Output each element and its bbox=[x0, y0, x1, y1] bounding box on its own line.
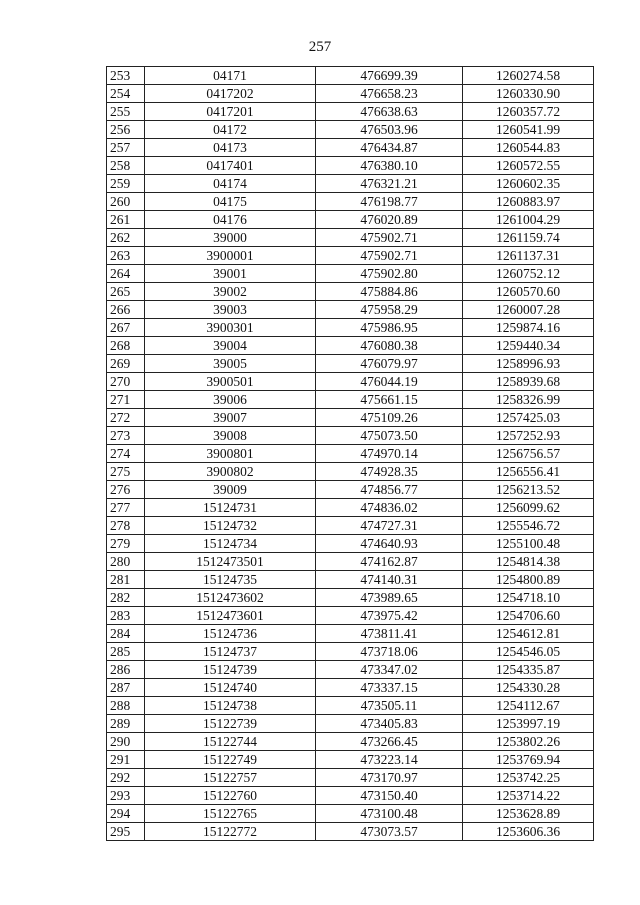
row-number-cell: 259 bbox=[107, 175, 145, 193]
x-coordinate-cell: 475109.26 bbox=[316, 409, 463, 427]
table-row bbox=[107, 571, 594, 589]
y-coordinate-cell: 1254814.38 bbox=[463, 553, 594, 571]
y-coordinate-cell: 1255100.48 bbox=[463, 535, 594, 553]
table-row bbox=[107, 139, 594, 157]
row-number-cell: 289 bbox=[107, 715, 145, 733]
point-id-cell: 15124731 bbox=[145, 499, 316, 517]
point-id-cell: 39000 bbox=[145, 229, 316, 247]
row-number-cell: 293 bbox=[107, 787, 145, 805]
table-row bbox=[107, 787, 594, 805]
x-coordinate-cell: 473266.45 bbox=[316, 733, 463, 751]
table-row bbox=[107, 589, 594, 607]
x-coordinate-cell: 474970.14 bbox=[316, 445, 463, 463]
y-coordinate-cell: 1260541.99 bbox=[463, 121, 594, 139]
point-id-cell: 15124736 bbox=[145, 625, 316, 643]
x-coordinate-cell: 474928.35 bbox=[316, 463, 463, 481]
y-coordinate-cell: 1259440.34 bbox=[463, 337, 594, 355]
row-number-cell: 273 bbox=[107, 427, 145, 445]
x-coordinate-cell: 474140.31 bbox=[316, 571, 463, 589]
table-row bbox=[107, 715, 594, 733]
x-coordinate-cell: 476699.39 bbox=[316, 67, 463, 85]
table-row bbox=[107, 265, 594, 283]
row-number-cell: 260 bbox=[107, 193, 145, 211]
table-row bbox=[107, 805, 594, 823]
row-number-cell: 265 bbox=[107, 283, 145, 301]
x-coordinate-cell: 473405.83 bbox=[316, 715, 463, 733]
row-number-cell: 286 bbox=[107, 661, 145, 679]
point-id-cell: 04173 bbox=[145, 139, 316, 157]
y-coordinate-cell: 1253606.36 bbox=[463, 823, 594, 841]
row-number-cell: 280 bbox=[107, 553, 145, 571]
table-row bbox=[107, 445, 594, 463]
table-row bbox=[107, 733, 594, 751]
y-coordinate-cell: 1256099.62 bbox=[463, 499, 594, 517]
point-id-cell: 04171 bbox=[145, 67, 316, 85]
point-id-cell: 3900301 bbox=[145, 319, 316, 337]
point-id-cell: 15124737 bbox=[145, 643, 316, 661]
point-id-cell: 15122760 bbox=[145, 787, 316, 805]
point-id-cell: 39005 bbox=[145, 355, 316, 373]
y-coordinate-cell: 1253628.89 bbox=[463, 805, 594, 823]
y-coordinate-cell: 1260357.72 bbox=[463, 103, 594, 121]
x-coordinate-cell: 476079.97 bbox=[316, 355, 463, 373]
row-number-cell: 276 bbox=[107, 481, 145, 499]
table-row bbox=[107, 499, 594, 517]
x-coordinate-cell: 475986.95 bbox=[316, 319, 463, 337]
y-coordinate-cell: 1260570.60 bbox=[463, 283, 594, 301]
y-coordinate-cell: 1258939.68 bbox=[463, 373, 594, 391]
x-coordinate-cell: 474162.87 bbox=[316, 553, 463, 571]
table-row bbox=[107, 121, 594, 139]
row-number-cell: 253 bbox=[107, 67, 145, 85]
x-coordinate-cell: 473811.41 bbox=[316, 625, 463, 643]
y-coordinate-cell: 1258996.93 bbox=[463, 355, 594, 373]
x-coordinate-cell: 475661.15 bbox=[316, 391, 463, 409]
row-number-cell: 284 bbox=[107, 625, 145, 643]
point-id-cell: 15122772 bbox=[145, 823, 316, 841]
row-number-cell: 270 bbox=[107, 373, 145, 391]
table-row bbox=[107, 103, 594, 121]
table-row bbox=[107, 553, 594, 571]
row-number-cell: 277 bbox=[107, 499, 145, 517]
point-id-cell: 04176 bbox=[145, 211, 316, 229]
row-number-cell: 285 bbox=[107, 643, 145, 661]
y-coordinate-cell: 1257425.03 bbox=[463, 409, 594, 427]
row-number-cell: 263 bbox=[107, 247, 145, 265]
point-id-cell: 15124734 bbox=[145, 535, 316, 553]
point-id-cell: 1512473601 bbox=[145, 607, 316, 625]
point-id-cell: 0417201 bbox=[145, 103, 316, 121]
point-id-cell: 3900801 bbox=[145, 445, 316, 463]
point-id-cell: 15124739 bbox=[145, 661, 316, 679]
x-coordinate-cell: 476380.10 bbox=[316, 157, 463, 175]
point-id-cell: 15124740 bbox=[145, 679, 316, 697]
y-coordinate-cell: 1260544.83 bbox=[463, 139, 594, 157]
x-coordinate-cell: 473337.15 bbox=[316, 679, 463, 697]
y-coordinate-cell: 1260883.97 bbox=[463, 193, 594, 211]
y-coordinate-cell: 1257252.93 bbox=[463, 427, 594, 445]
row-number-cell: 283 bbox=[107, 607, 145, 625]
row-number-cell: 271 bbox=[107, 391, 145, 409]
page-number: 257 bbox=[308, 39, 332, 55]
point-id-cell: 39008 bbox=[145, 427, 316, 445]
row-number-cell: 295 bbox=[107, 823, 145, 841]
point-id-cell: 39007 bbox=[145, 409, 316, 427]
point-id-cell: 15124732 bbox=[145, 517, 316, 535]
point-id-cell: 3900001 bbox=[145, 247, 316, 265]
table-row bbox=[107, 481, 594, 499]
x-coordinate-cell: 476321.21 bbox=[316, 175, 463, 193]
y-coordinate-cell: 1260572.55 bbox=[463, 157, 594, 175]
x-coordinate-cell: 476020.89 bbox=[316, 211, 463, 229]
point-id-cell: 39009 bbox=[145, 481, 316, 499]
point-id-cell: 15122739 bbox=[145, 715, 316, 733]
x-coordinate-cell: 474836.02 bbox=[316, 499, 463, 517]
row-number-cell: 268 bbox=[107, 337, 145, 355]
y-coordinate-cell: 1255546.72 bbox=[463, 517, 594, 535]
coordinates-table bbox=[106, 66, 594, 841]
row-number-cell: 290 bbox=[107, 733, 145, 751]
table-row bbox=[107, 661, 594, 679]
y-coordinate-cell: 1260007.28 bbox=[463, 301, 594, 319]
table-row bbox=[107, 355, 594, 373]
table-row bbox=[107, 607, 594, 625]
point-id-cell: 0417401 bbox=[145, 157, 316, 175]
row-number-cell: 261 bbox=[107, 211, 145, 229]
x-coordinate-cell: 473150.40 bbox=[316, 787, 463, 805]
y-coordinate-cell: 1259874.16 bbox=[463, 319, 594, 337]
table-row bbox=[107, 229, 594, 247]
table-row bbox=[107, 157, 594, 175]
table-row bbox=[107, 625, 594, 643]
point-id-cell: 15124735 bbox=[145, 571, 316, 589]
y-coordinate-cell: 1261004.29 bbox=[463, 211, 594, 229]
point-id-cell: 1512473501 bbox=[145, 553, 316, 571]
point-id-cell: 04172 bbox=[145, 121, 316, 139]
row-number-cell: 279 bbox=[107, 535, 145, 553]
x-coordinate-cell: 474640.93 bbox=[316, 535, 463, 553]
row-number-cell: 254 bbox=[107, 85, 145, 103]
table-row bbox=[107, 283, 594, 301]
y-coordinate-cell: 1260274.58 bbox=[463, 67, 594, 85]
row-number-cell: 291 bbox=[107, 751, 145, 769]
point-id-cell: 3900802 bbox=[145, 463, 316, 481]
point-id-cell: 04174 bbox=[145, 175, 316, 193]
point-id-cell: 15122765 bbox=[145, 805, 316, 823]
x-coordinate-cell: 473073.57 bbox=[316, 823, 463, 841]
table-row bbox=[107, 85, 594, 103]
x-coordinate-cell: 476198.77 bbox=[316, 193, 463, 211]
point-id-cell: 15124738 bbox=[145, 697, 316, 715]
y-coordinate-cell: 1253714.22 bbox=[463, 787, 594, 805]
x-coordinate-cell: 476658.23 bbox=[316, 85, 463, 103]
y-coordinate-cell: 1254330.28 bbox=[463, 679, 594, 697]
y-coordinate-cell: 1254718.10 bbox=[463, 589, 594, 607]
table-row bbox=[107, 679, 594, 697]
x-coordinate-cell: 474727.31 bbox=[316, 517, 463, 535]
x-coordinate-cell: 475902.80 bbox=[316, 265, 463, 283]
x-coordinate-cell: 473170.97 bbox=[316, 769, 463, 787]
y-coordinate-cell: 1254546.05 bbox=[463, 643, 594, 661]
row-number-cell: 258 bbox=[107, 157, 145, 175]
table-row bbox=[107, 697, 594, 715]
row-number-cell: 257 bbox=[107, 139, 145, 157]
point-id-cell: 39003 bbox=[145, 301, 316, 319]
point-id-cell: 39006 bbox=[145, 391, 316, 409]
x-coordinate-cell: 475884.86 bbox=[316, 283, 463, 301]
table-row bbox=[107, 463, 594, 481]
table-row bbox=[107, 373, 594, 391]
y-coordinate-cell: 1253769.94 bbox=[463, 751, 594, 769]
row-number-cell: 278 bbox=[107, 517, 145, 535]
x-coordinate-cell: 475902.71 bbox=[316, 247, 463, 265]
row-number-cell: 267 bbox=[107, 319, 145, 337]
x-coordinate-cell: 476044.19 bbox=[316, 373, 463, 391]
row-number-cell: 264 bbox=[107, 265, 145, 283]
table-row bbox=[107, 823, 594, 841]
row-number-cell: 275 bbox=[107, 463, 145, 481]
point-id-cell: 39001 bbox=[145, 265, 316, 283]
x-coordinate-cell: 473718.06 bbox=[316, 643, 463, 661]
table-row bbox=[107, 751, 594, 769]
x-coordinate-cell: 475073.50 bbox=[316, 427, 463, 445]
table-row bbox=[107, 193, 594, 211]
table-row bbox=[107, 517, 594, 535]
row-number-cell: 287 bbox=[107, 679, 145, 697]
table-row bbox=[107, 301, 594, 319]
y-coordinate-cell: 1254112.67 bbox=[463, 697, 594, 715]
row-number-cell: 274 bbox=[107, 445, 145, 463]
table-row bbox=[107, 247, 594, 265]
x-coordinate-cell: 473347.02 bbox=[316, 661, 463, 679]
coordinates-table-body bbox=[107, 67, 594, 841]
point-id-cell: 15122744 bbox=[145, 733, 316, 751]
table-row bbox=[107, 391, 594, 409]
y-coordinate-cell: 1253997.19 bbox=[463, 715, 594, 733]
point-id-cell: 15122757 bbox=[145, 769, 316, 787]
y-coordinate-cell: 1261159.74 bbox=[463, 229, 594, 247]
row-number-cell: 269 bbox=[107, 355, 145, 373]
table-row bbox=[107, 175, 594, 193]
point-id-cell: 04175 bbox=[145, 193, 316, 211]
table-row bbox=[107, 409, 594, 427]
x-coordinate-cell: 475902.71 bbox=[316, 229, 463, 247]
table-row bbox=[107, 211, 594, 229]
row-number-cell: 288 bbox=[107, 697, 145, 715]
point-id-cell: 1512473602 bbox=[145, 589, 316, 607]
x-coordinate-cell: 473975.42 bbox=[316, 607, 463, 625]
row-number-cell: 272 bbox=[107, 409, 145, 427]
y-coordinate-cell: 1254706.60 bbox=[463, 607, 594, 625]
x-coordinate-cell: 476638.63 bbox=[316, 103, 463, 121]
table-row bbox=[107, 319, 594, 337]
y-coordinate-cell: 1254335.87 bbox=[463, 661, 594, 679]
point-id-cell: 3900501 bbox=[145, 373, 316, 391]
y-coordinate-cell: 1254800.89 bbox=[463, 571, 594, 589]
row-number-cell: 282 bbox=[107, 589, 145, 607]
x-coordinate-cell: 476503.96 bbox=[316, 121, 463, 139]
row-number-cell: 256 bbox=[107, 121, 145, 139]
y-coordinate-cell: 1260330.90 bbox=[463, 85, 594, 103]
y-coordinate-cell: 1261137.31 bbox=[463, 247, 594, 265]
point-id-cell: 39004 bbox=[145, 337, 316, 355]
y-coordinate-cell: 1256213.52 bbox=[463, 481, 594, 499]
x-coordinate-cell: 476434.87 bbox=[316, 139, 463, 157]
y-coordinate-cell: 1258326.99 bbox=[463, 391, 594, 409]
row-number-cell: 262 bbox=[107, 229, 145, 247]
x-coordinate-cell: 473989.65 bbox=[316, 589, 463, 607]
table-row bbox=[107, 643, 594, 661]
point-id-cell: 39002 bbox=[145, 283, 316, 301]
table-row bbox=[107, 535, 594, 553]
y-coordinate-cell: 1260602.35 bbox=[463, 175, 594, 193]
row-number-cell: 281 bbox=[107, 571, 145, 589]
row-number-cell: 294 bbox=[107, 805, 145, 823]
y-coordinate-cell: 1256556.41 bbox=[463, 463, 594, 481]
row-number-cell: 266 bbox=[107, 301, 145, 319]
x-coordinate-cell: 473223.14 bbox=[316, 751, 463, 769]
x-coordinate-cell: 473505.11 bbox=[316, 697, 463, 715]
x-coordinate-cell: 474856.77 bbox=[316, 481, 463, 499]
y-coordinate-cell: 1254612.81 bbox=[463, 625, 594, 643]
table-row bbox=[107, 67, 594, 85]
x-coordinate-cell: 473100.48 bbox=[316, 805, 463, 823]
x-coordinate-cell: 476080.38 bbox=[316, 337, 463, 355]
row-number-cell: 255 bbox=[107, 103, 145, 121]
y-coordinate-cell: 1253742.25 bbox=[463, 769, 594, 787]
x-coordinate-cell: 475958.29 bbox=[316, 301, 463, 319]
table-row bbox=[107, 337, 594, 355]
row-number-cell: 292 bbox=[107, 769, 145, 787]
point-id-cell: 15122749 bbox=[145, 751, 316, 769]
y-coordinate-cell: 1260752.12 bbox=[463, 265, 594, 283]
y-coordinate-cell: 1256756.57 bbox=[463, 445, 594, 463]
y-coordinate-cell: 1253802.26 bbox=[463, 733, 594, 751]
table-row bbox=[107, 427, 594, 445]
table-row bbox=[107, 769, 594, 787]
point-id-cell: 0417202 bbox=[145, 85, 316, 103]
